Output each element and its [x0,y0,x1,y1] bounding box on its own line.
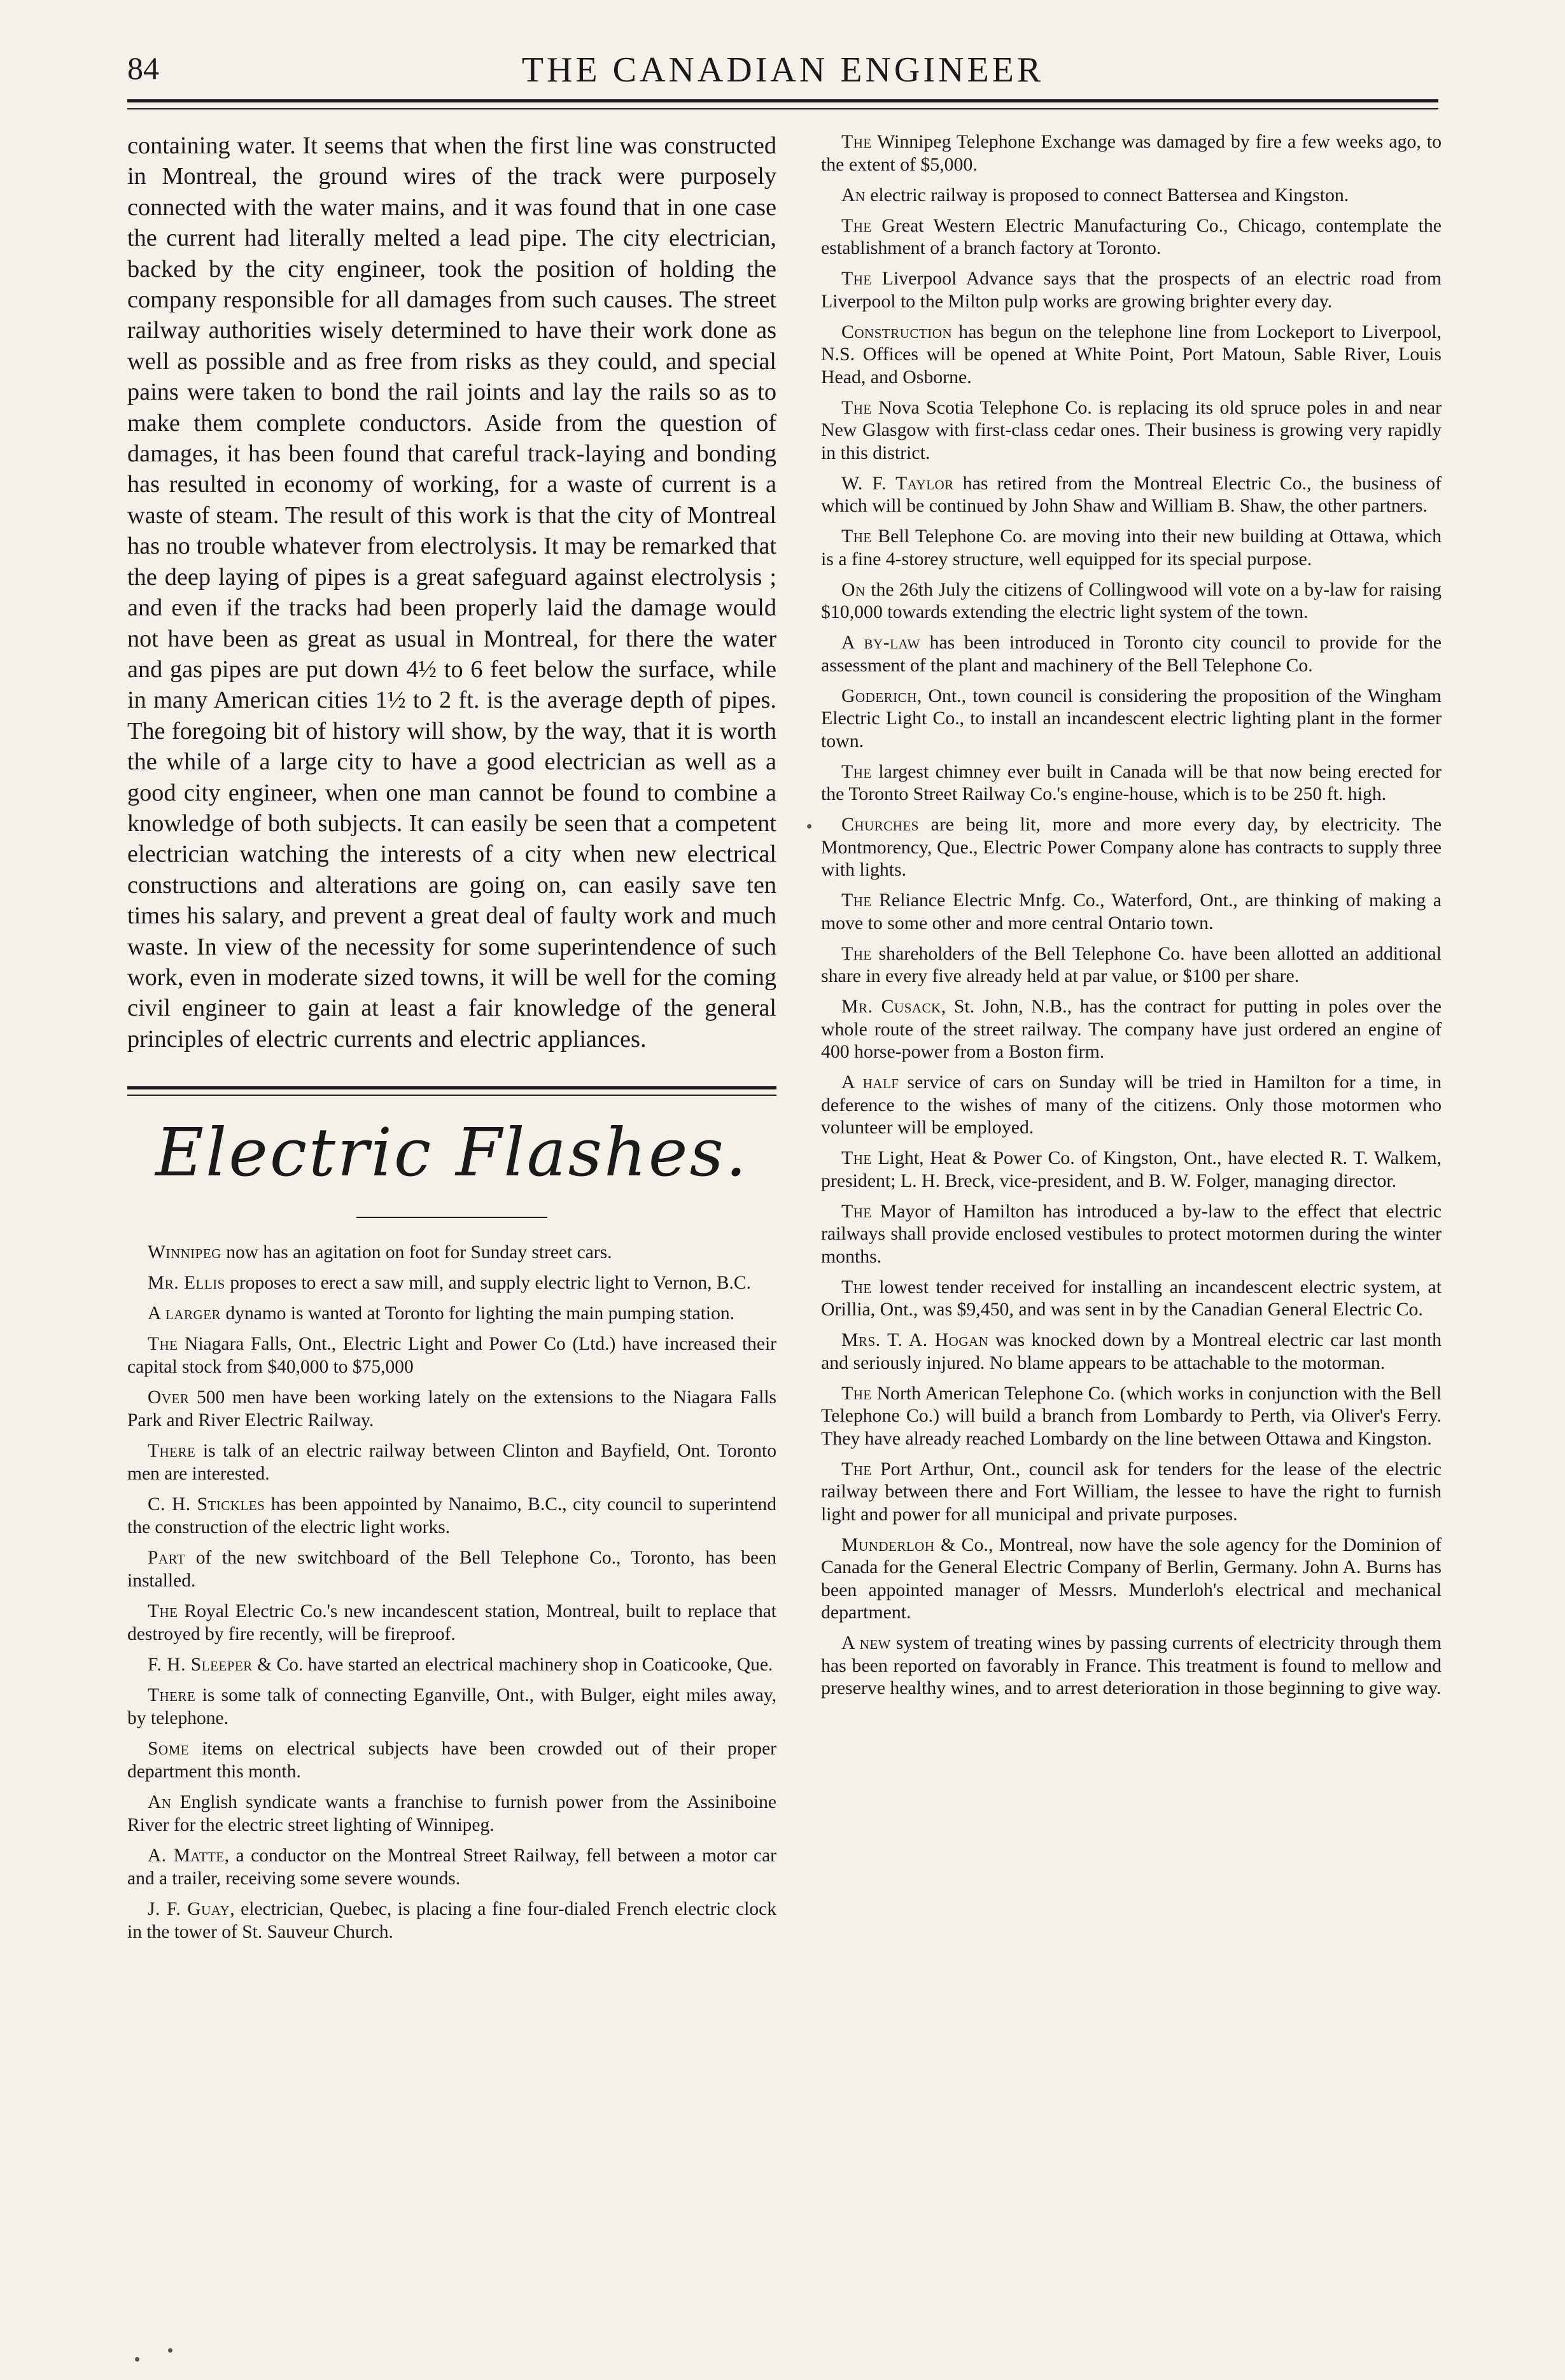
section-rule-thick [127,1086,776,1089]
news-item-text: now has an agitation on foot for Sunday street cars. [221,1242,612,1263]
page-number: 84 [127,50,159,86]
news-item-lead: The [841,1276,872,1298]
news-item [821,942,1442,988]
news-item-text: is talk of an electric railway between Clinton and Bayfield, Ont. Toronto men are interested. [127,1441,776,1485]
news-item-lead: Churches [841,814,919,835]
news-item-text: items on electrical subjects have been crowded out of their proper department this month. [127,1739,776,1782]
news-item-text: Mayor of Hamilton has introduced a by-law to the effect that electric railways shall provide enclosed vestibules to protect motormen during the winter months. [821,1200,1442,1267]
news-items-right [821,130,1442,1700]
news-item-lead: The [841,890,872,911]
news-item [127,1302,776,1325]
news-item-lead: Part [148,1548,186,1569]
news-item-text: , electrician, Quebec, is placing a fine four-dialed French electric clock in the tower of St. Sauveur Church. [127,1899,776,1943]
news-item-lead: The [841,942,872,964]
news-item [821,1071,1442,1139]
news-item-lead: The [148,1334,178,1355]
news-item-lead: Some [148,1739,190,1760]
news-item-text: English syndicate wants a franchise to furnish power from the Assiniboine River for the electric street lighting of Winnipeg. [127,1792,776,1836]
news-item [821,1200,1442,1268]
news-item-text: Port Arthur, Ont., council ask for tenders for the lease of the electric railway between there and Fort William, the lessee to have the right to furnish light and power for all municipal and private purposes. [821,1458,1442,1525]
news-item-lead: The [841,1200,872,1222]
news-item-text: is some talk of connecting Eganville, Ont., with Bulger, eight miles away, by telephone. [127,1685,776,1729]
news-item [821,1147,1442,1192]
news-item [821,889,1442,934]
news-item-text: has been appointed by Nanaimo, B.C., city council to superintend the construction of the electric light works. [127,1494,776,1538]
news-item [821,760,1442,806]
news-item [821,267,1442,312]
news-item-text: , St. John, N.B., has the contract for putting in poles over the whole route of the street railway. The company have just ordered an engine of 400 horse-power from a Boston firm. [821,996,1442,1062]
news-item-lead: Mrs. T. A. Hogan [841,1329,989,1350]
news-item [821,396,1442,465]
header-rule-thick [127,99,1438,102]
news-item-text: Niagara Falls, Ont., Electric Light and Power Co (Ltd.) have increased their capital stock from $40,000 to $75,000 [127,1334,776,1378]
news-item-lead: The [841,526,872,547]
right-column [821,130,1442,1707]
news-item-text: the 26th July the citizens of Collingwood will vote on a by-law for raising $10,000 towards extending the electric light system of the town. [821,578,1442,622]
news-item-lead: There [148,1685,196,1706]
news-item-lead: A half [841,1072,899,1093]
news-item-lead: Munderloh [841,1534,935,1555]
news-item [821,813,1442,881]
news-item [127,1493,776,1539]
news-item-lead: Goderich [841,685,917,706]
news-item-text: has begun on the telephone line from Lockeport to Liverpool, N.S. Offices will be opened at White Point, Port Matoun, Sable River, Louis Head, and Osborne. [821,321,1442,388]
news-item-lead: F. H. Sleeper [148,1655,253,1676]
news-item-lead: The [841,131,872,152]
news-item-text: Winnipeg Telephone Exchange was damaged by fire a few weeks ago, to the extent of $5,000. [821,131,1442,175]
news-item-text: has retired from the Montreal Electric Co., the business of which will be continued by John Shaw and William B. Shaw, the other partners. [821,472,1442,516]
news-item-text: Great Western Electric Manufacturing Co., Chicago, contemplate the establishment of a branch factory at Toronto. [821,214,1442,258]
news-item-lead: J. F. Guay [148,1899,230,1920]
news-item-lead: The [148,1601,178,1622]
news-item [821,1382,1442,1450]
news-item-text: electric railway is proposed to connect Battersea and Kingston. [865,184,1349,206]
news-item [821,321,1442,389]
news-items-left [127,1241,776,1943]
news-item [127,1546,776,1592]
news-item-text: lowest tender received for installing an incandescent electric system, at Orillia, Ont., was $9,450, and was sent in by the Canadian General Electric Co. [821,1276,1442,1320]
news-item [821,578,1442,624]
news-item-text: & Co. have started an electrical machinery shop in Coaticooke, Que. [252,1655,773,1676]
running-head: THE CANADIAN ENGINEER [521,50,1044,90]
news-item-text: & Co., Montreal, now have the sole agency for the Dominion of Canada for the General Electric Company of Berlin, Germany. John A. Burns has been appointed manager of Messrs. Munderloh's electrical and mechanical department. [821,1534,1442,1623]
news-item-text: Liverpool Advance says that the prospects of an electric road from Liverpool to the Milton pulp works are growing brighter every day. [821,268,1442,312]
news-item-lead: A larger [148,1303,221,1324]
news-item [821,525,1442,570]
section-rule-thin [127,1095,776,1096]
news-item-lead: Construction [841,321,953,342]
news-item [127,1241,776,1264]
news-item-text: are being lit, more and more every day, by electricity. The Montmorency, Que., Electric Power Company alone has contracts to supply three with lights. [821,814,1442,880]
news-item [127,1844,776,1890]
news-item [821,130,1442,176]
news-item [821,472,1442,517]
news-item [127,1684,776,1730]
stray-mark [807,824,811,829]
news-item-lead: An [148,1792,172,1813]
news-item [127,1333,776,1378]
news-item-lead: C. H. Stickles [148,1494,265,1515]
news-item-text: Royal Electric Co.'s new incandescent station, Montreal, built to replace that destroyed by fire recently, will be fireproof. [127,1601,776,1645]
news-item-lead: The [841,1147,872,1168]
stray-mark [168,2348,172,2353]
news-item-text: dynamo is wanted at Toronto for lighting the main pumping station. [221,1303,734,1324]
news-item [821,184,1442,207]
news-item-text: Bell Telephone Co. are moving into their new building at Ottawa, which is a fine 4-storey structure, well equipped for its special purpose. [821,526,1442,570]
stray-mark [135,2357,139,2362]
news-item [821,631,1442,676]
news-item-text: shareholders of the Bell Telephone Co. have been allotted an additional share in every five already held at par value, or $100 per share. [821,942,1442,986]
news-item [127,1791,776,1837]
news-item-text: proposes to erect a saw mill, and supply electric light to Vernon, B.C. [225,1273,751,1294]
news-item [821,1276,1442,1321]
news-item-lead: Over [148,1387,190,1408]
news-item [821,685,1442,753]
news-item [127,1898,776,1943]
section-title: Electric Flashes. [155,1114,748,1192]
news-item-lead: There [148,1441,196,1462]
news-item-lead: The [841,760,872,782]
news-item-text: 500 men have been working lately on the extensions to the Niagara Falls Park and River Electric Railway. [127,1387,776,1431]
news-item-text: was knocked down by a Montreal electric car last month and seriously injured. No blame appears to be attachable to the motorman. [821,1329,1442,1373]
news-item-text: largest chimney ever built in Canada will be that now being erected for the Toronto Street Railway Co.'s engine-house, which is to be 250 ft. high. [821,760,1442,804]
news-item [127,1386,776,1432]
news-item-text: of the new switchboard of the Bell Telephone Co., Toronto, has been installed. [127,1548,776,1592]
news-item-lead: A new [841,1632,891,1653]
news-item-text: Light, Heat & Power Co. of Kingston, Ont., have elected R. T. Walkem, president; L. H. Breck, vice-president, and B. W. Folger, managing director. [821,1147,1442,1191]
left-column [127,130,776,1951]
news-item-lead: The [841,1382,872,1404]
news-item-lead: Winnipeg [148,1242,221,1263]
news-item [821,1632,1442,1700]
section-separator [356,1217,547,1218]
news-item-lead: A by-law [841,632,920,653]
news-item-lead: The [841,1458,872,1480]
news-item [821,1534,1442,1624]
news-item [127,1439,776,1485]
news-item-lead: Mr. Cusack [841,996,941,1017]
news-item-lead: Mr. Ellis [148,1273,225,1294]
news-item [821,214,1442,260]
news-item-lead: A. Matte [148,1845,225,1866]
news-item-lead: An [841,184,866,206]
news-item [821,1458,1442,1526]
news-item [127,1600,776,1646]
essay-continued [127,130,776,1054]
news-item-text: has been introduced in Toronto city council to provide for the assessment of the plant and machinery of the Bell Telephone Co. [821,632,1442,676]
news-item-lead: The [841,268,872,289]
news-item [821,995,1442,1063]
essay-paragraph: containing water. It seems that when the first line was constructed in Montreal, the ground wires of the track were purposely connected with the water mains, and it was found that in one case the current had literally melted a lead pipe. The city electrician, backed by the city engineer, took the position of holding the company responsible for all damages from such causes. The street railway authorities wisely determined to have their work done as well as possible and as free from risks as they could, and special pains were taken to bond the rail joints and lay the rails so as to make them complete conductors. Aside from the question of damages, it has been found that careful track-laying and bonding has resulted in economy of working, for a waste of current is a waste of steam. The result of this work is that the city of Montreal has no trouble whatever from electrolysis. It may be remarked that the deep laying of pipes is a great safeguard against electrolysis ; and even if the tracks had been properly laid the damage would not have been as great as usual in Montreal, for there the water and gas pipes are put down 4½ to 6 feet below the surface, while in many American cities 1½ to 2 ft. is the average depth of pipes. The foregoing bit of history will show, by the way, that it is worth the while of a large city to have a good electrician as well as a good city engineer, when one man cannot be found to combine a knowledge of both subjects. It can easily be seen that a competent electrician watching the interests of a city when new electrical constructions and alterations are going on, can easily save ten times his salary, and prevent a great deal of faulty work and much waste. In view of the necessity for some superintendence of such work, even in moderate sized towns, it will be well for the coming civil engineer to gain at least a fair knowledge of the general principles of electric currents and electric appliances. [127,132,776,1053]
news-item-lead: The [841,214,872,236]
news-item-lead: The [841,396,872,418]
news-item-lead: W. F. Taylor [841,472,954,494]
news-item [821,1329,1442,1374]
news-item-text: Nova Scotia Telephone Co. is replacing its old spruce poles in and near New Glasgow with first-class cedar ones. Their business is growing very rapidly in this district. [821,396,1442,463]
section-heading-block [127,1086,776,1218]
news-item [127,1737,776,1783]
news-item [127,1653,776,1676]
news-item-text: system of treating wines by passing currents of electricity through them has been reported on favorably in France. This treatment is found to mellow and preserve healthy wines, and to arrest deterioration in those beginning to give way. [821,1632,1442,1698]
news-item-lead: On [841,578,866,600]
news-item-text: , Ont., town council is considering the proposition of the Wingham Electric Light Co., to install an incandescent electric lighting plant in the former town. [821,685,1442,752]
header-rule-thin [127,108,1438,109]
news-item [127,1271,776,1294]
news-item-text: Reliance Electric Mnfg. Co., Waterford, Ont., are thinking of making a move to some other and more central Ontario town. [821,890,1442,934]
news-item-text: service of cars on Sunday will be tried in Hamilton for a time, in deference to the wishes of many of the citizens. Only those motormen who volunteer will be employed. [821,1072,1442,1138]
news-item-text: North American Telephone Co. (which works in conjunction with the Bell Telephone Co.) will build a branch from Lombardy to Perth, via Oliver's Ferry. They have already reached Lombardy on the line between Ottawa and Kingston. [821,1382,1442,1449]
news-item-text: , a conductor on the Montreal Street Railway, fell between a motor car and a trailer, receiving some severe wounds. [127,1845,776,1889]
